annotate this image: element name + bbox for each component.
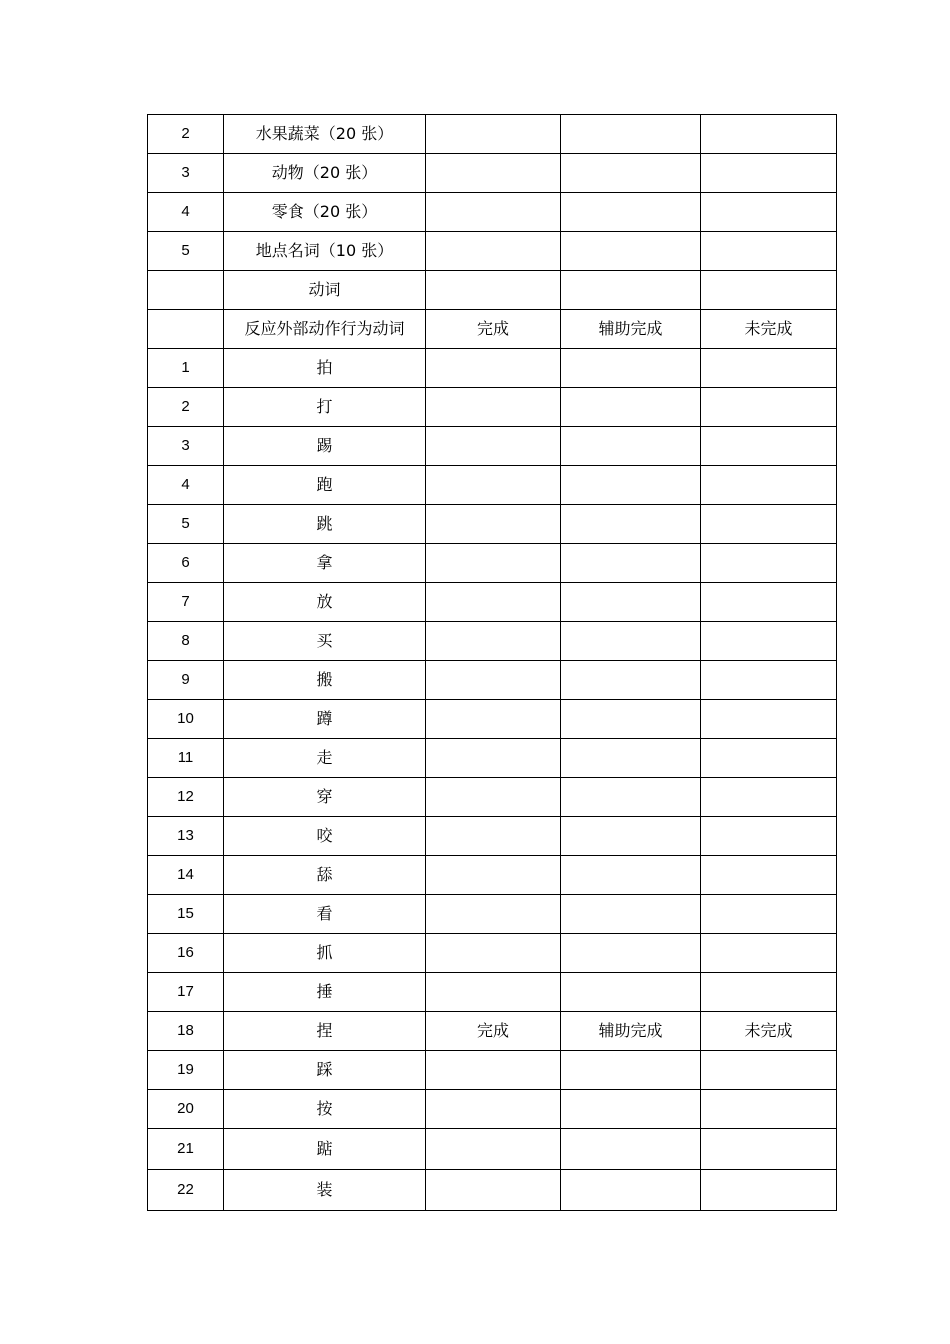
table-row (148, 466, 837, 505)
complete-cell (426, 1170, 561, 1211)
table-row (148, 817, 837, 856)
complete-cell (426, 778, 561, 817)
incomplete-cell (701, 583, 837, 622)
assisted-cell (561, 349, 701, 388)
complete-cell (426, 1051, 561, 1090)
row-number-cell: 13 (148, 817, 224, 856)
row-number-cell: 5 (148, 505, 224, 544)
table-row (148, 700, 837, 739)
section-title-cell: 动词 (224, 271, 426, 310)
item-cell: 捏 (224, 1012, 426, 1051)
incomplete-cell (701, 895, 837, 934)
complete-cell (426, 583, 561, 622)
assisted-cell (561, 544, 701, 583)
item-cell: 跑 (224, 466, 426, 505)
complete-cell (426, 934, 561, 973)
table-row (148, 778, 837, 817)
header-incomplete: 未完成 (701, 310, 837, 349)
incomplete-cell (701, 427, 837, 466)
assisted-cell (561, 427, 701, 466)
table-row (148, 388, 837, 427)
row-number-cell: 16 (148, 934, 224, 973)
row-number-cell: 1 (148, 349, 224, 388)
table-row (148, 622, 837, 661)
incomplete-cell (701, 622, 837, 661)
assisted-cell (561, 505, 701, 544)
incomplete-cell (701, 193, 837, 232)
table-row (148, 973, 837, 1012)
complete-cell (426, 1090, 561, 1129)
item-cell: 捶 (224, 973, 426, 1012)
item-cell: 踢 (224, 427, 426, 466)
row-number-cell: 7 (148, 583, 224, 622)
complete-cell (426, 700, 561, 739)
item-cell: 买 (224, 622, 426, 661)
row-number-cell: 18 (148, 1012, 224, 1051)
assisted-cell (561, 856, 701, 895)
assisted-cell (561, 739, 701, 778)
item-cell: 看 (224, 895, 426, 934)
incomplete-cell (701, 934, 837, 973)
item-cell: 按 (224, 1090, 426, 1129)
table-row (148, 739, 837, 778)
row-number-cell: 17 (148, 973, 224, 1012)
row-number-cell (148, 271, 224, 310)
row-number-cell: 10 (148, 700, 224, 739)
incomplete-cell (701, 661, 837, 700)
row-number-cell (148, 310, 224, 349)
table-row (148, 1170, 837, 1211)
incomplete-cell (701, 1129, 837, 1170)
row-number-cell: 4 (148, 466, 224, 505)
complete-cell (426, 1129, 561, 1170)
table-row (148, 427, 837, 466)
table-row (148, 1051, 837, 1090)
complete-cell: 完成 (426, 1012, 561, 1051)
item-cell: 咬 (224, 817, 426, 856)
row-number-cell: 11 (148, 739, 224, 778)
complete-cell (426, 388, 561, 427)
incomplete-cell (701, 115, 837, 154)
incomplete-cell (701, 232, 837, 271)
item-cell: 放 (224, 583, 426, 622)
header-assisted: 辅助完成 (561, 310, 701, 349)
incomplete-cell (701, 466, 837, 505)
complete-cell (426, 895, 561, 934)
incomplete-cell (701, 1090, 837, 1129)
section-row-verbs (148, 271, 837, 310)
assisted-cell (561, 115, 701, 154)
item-cell: 装 (224, 1170, 426, 1211)
assisted-cell (561, 1051, 701, 1090)
complete-cell (426, 856, 561, 895)
item-cell: 水果蔬菜（20 张） (224, 115, 426, 154)
assisted-cell: 辅助完成 (561, 1012, 701, 1051)
row-number-cell: 5 (148, 232, 224, 271)
incomplete-cell (701, 1170, 837, 1211)
table-row (148, 1012, 837, 1051)
assisted-cell (561, 1129, 701, 1170)
item-cell: 踮 (224, 1129, 426, 1170)
table-row (148, 583, 837, 622)
row-number-cell: 2 (148, 115, 224, 154)
item-cell: 地点名词（10 张） (224, 232, 426, 271)
table-row (148, 661, 837, 700)
item-cell: 走 (224, 739, 426, 778)
complete-cell (426, 466, 561, 505)
category-header-cell: 反应外部动作行为动词 (224, 310, 426, 349)
table-row (148, 1090, 837, 1129)
item-cell: 穿 (224, 778, 426, 817)
incomplete-cell (701, 544, 837, 583)
incomplete-cell (701, 154, 837, 193)
complete-cell (426, 115, 561, 154)
incomplete-cell (701, 778, 837, 817)
header-row (148, 310, 837, 349)
row-number-cell: 6 (148, 544, 224, 583)
assessment-table (147, 114, 837, 1211)
row-number-cell: 4 (148, 193, 224, 232)
table-row (148, 1129, 837, 1170)
assisted-cell (561, 661, 701, 700)
assisted-cell (561, 154, 701, 193)
table-row (148, 934, 837, 973)
row-number-cell: 19 (148, 1051, 224, 1090)
assisted-cell (561, 1170, 701, 1211)
table-row (148, 154, 837, 193)
row-number-cell: 22 (148, 1170, 224, 1211)
incomplete-cell: 未完成 (701, 1012, 837, 1051)
row-number-cell: 9 (148, 661, 224, 700)
item-cell: 零食（20 张） (224, 193, 426, 232)
row-number-cell: 8 (148, 622, 224, 661)
incomplete-cell (701, 271, 837, 310)
complete-cell (426, 973, 561, 1012)
row-number-cell: 3 (148, 154, 224, 193)
assisted-cell (561, 778, 701, 817)
complete-cell (426, 817, 561, 856)
header-complete: 完成 (426, 310, 561, 349)
complete-cell (426, 544, 561, 583)
incomplete-cell (701, 973, 837, 1012)
complete-cell (426, 232, 561, 271)
assisted-cell (561, 817, 701, 856)
assisted-cell (561, 193, 701, 232)
incomplete-cell (701, 700, 837, 739)
item-cell: 打 (224, 388, 426, 427)
complete-cell (426, 193, 561, 232)
incomplete-cell (701, 388, 837, 427)
table-row (148, 505, 837, 544)
assisted-cell (561, 271, 701, 310)
incomplete-cell (701, 856, 837, 895)
incomplete-cell (701, 505, 837, 544)
table-row (148, 193, 837, 232)
assisted-cell (561, 583, 701, 622)
item-cell: 动物（20 张） (224, 154, 426, 193)
assisted-cell (561, 466, 701, 505)
assisted-cell (561, 1090, 701, 1129)
item-cell: 拍 (224, 349, 426, 388)
assisted-cell (561, 700, 701, 739)
complete-cell (426, 661, 561, 700)
assisted-cell (561, 388, 701, 427)
complete-cell (426, 349, 561, 388)
complete-cell (426, 154, 561, 193)
item-cell: 搬 (224, 661, 426, 700)
incomplete-cell (701, 1051, 837, 1090)
table-row (148, 232, 837, 271)
complete-cell (426, 622, 561, 661)
complete-cell (426, 271, 561, 310)
item-cell: 拿 (224, 544, 426, 583)
table-row (148, 895, 837, 934)
row-number-cell: 12 (148, 778, 224, 817)
assisted-cell (561, 934, 701, 973)
item-cell: 踩 (224, 1051, 426, 1090)
assisted-cell (561, 232, 701, 271)
row-number-cell: 14 (148, 856, 224, 895)
assisted-cell (561, 973, 701, 1012)
assisted-cell (561, 895, 701, 934)
complete-cell (426, 739, 561, 778)
item-cell: 抓 (224, 934, 426, 973)
item-cell: 蹲 (224, 700, 426, 739)
complete-cell (426, 427, 561, 466)
incomplete-cell (701, 739, 837, 778)
table-row (148, 856, 837, 895)
item-cell: 舔 (224, 856, 426, 895)
row-number-cell: 2 (148, 388, 224, 427)
row-number-cell: 15 (148, 895, 224, 934)
row-number-cell: 21 (148, 1129, 224, 1170)
complete-cell (426, 505, 561, 544)
table-row (148, 544, 837, 583)
assisted-cell (561, 622, 701, 661)
table-row (148, 349, 837, 388)
row-number-cell: 20 (148, 1090, 224, 1129)
item-cell: 跳 (224, 505, 426, 544)
table-row (148, 115, 837, 154)
incomplete-cell (701, 349, 837, 388)
incomplete-cell (701, 817, 837, 856)
row-number-cell: 3 (148, 427, 224, 466)
